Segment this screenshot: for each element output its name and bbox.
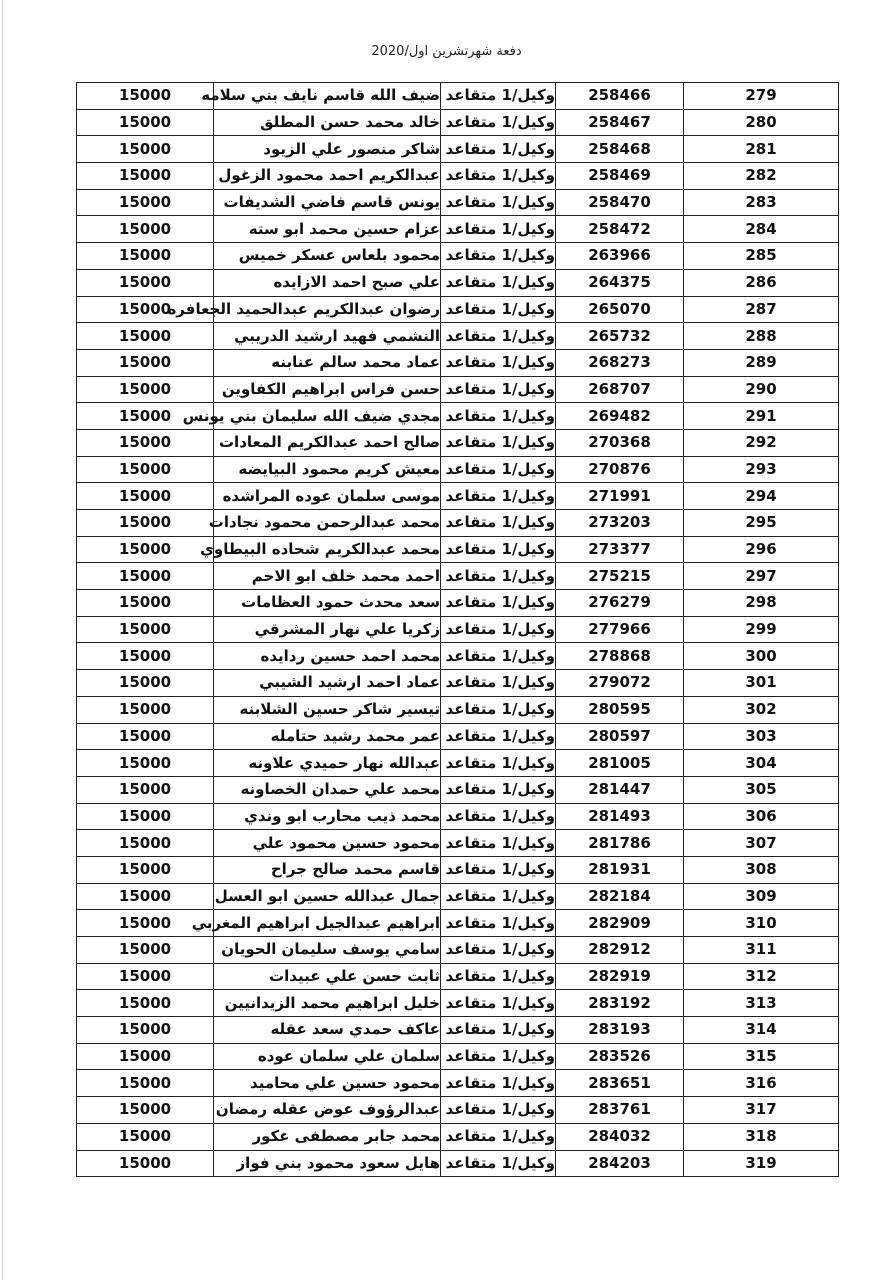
military-number-cell: 276279 [556, 590, 684, 617]
name-cell: محمود حسين علي محاميد [214, 1070, 441, 1097]
military-number-cell: 258467 [556, 109, 684, 136]
military-number-cell: 284032 [556, 1123, 684, 1150]
military-number-cell: 269482 [556, 403, 684, 430]
rank-cell: وكيل/1 متقاعد [441, 803, 556, 830]
roster-table [76, 82, 839, 1177]
table-row [77, 1150, 839, 1177]
amount-cell: 15000 [77, 163, 214, 190]
amount-cell: 15000 [77, 136, 214, 163]
rank-cell: وكيل/1 متقاعد [441, 269, 556, 296]
sequence-cell: 283 [684, 189, 839, 216]
rank-cell: وكيل/1 متقاعد [441, 883, 556, 910]
sequence-cell: 314 [684, 1017, 839, 1044]
table-row [77, 830, 839, 857]
amount-cell: 15000 [77, 536, 214, 563]
military-number-cell: 258469 [556, 163, 684, 190]
rank-cell: وكيل/1 متقاعد [441, 429, 556, 456]
name-cell: محمود حسين محمود علي [214, 830, 441, 857]
name-cell: تيسير شاكر حسين الشلابنه [214, 696, 441, 723]
sequence-cell: 284 [684, 216, 839, 243]
name-cell: ابراهيم عبدالجيل ابراهيم المغربي [214, 910, 441, 937]
table-row [77, 643, 839, 670]
amount-cell: 15000 [77, 670, 214, 697]
name-cell: رضوان عبدالكريم عبدالحميد الجعافره [214, 296, 441, 323]
military-number-cell: 283192 [556, 990, 684, 1017]
sequence-cell: 306 [684, 803, 839, 830]
sequence-cell: 303 [684, 723, 839, 750]
name-cell: سامي يوسف سليمان الحويان [214, 937, 441, 964]
name-cell: صالح احمد عبدالكريم المعادات [214, 429, 441, 456]
sequence-cell: 307 [684, 830, 839, 857]
amount-cell: 15000 [77, 510, 214, 537]
batch-caption: دفعة شهرتشرين اول/2020 [371, 44, 522, 59]
table-row [77, 803, 839, 830]
sequence-cell: 304 [684, 750, 839, 777]
rank-cell: وكيل/1 متقاعد [441, 216, 556, 243]
rank-cell: وكيل/1 متقاعد [441, 510, 556, 537]
military-number-cell: 268707 [556, 376, 684, 403]
page-edge-line [2, 0, 3, 1280]
rank-cell: وكيل/1 متقاعد [441, 1150, 556, 1177]
military-number-cell: 281447 [556, 776, 684, 803]
name-cell: جمال عبدالله حسين ابو العسل [214, 883, 441, 910]
military-number-cell: 280597 [556, 723, 684, 750]
table-row [77, 910, 839, 937]
rank-cell: وكيل/1 متقاعد [441, 1043, 556, 1070]
sequence-cell: 288 [684, 323, 839, 350]
amount-cell: 15000 [77, 750, 214, 777]
table-row [77, 323, 839, 350]
table-row [77, 670, 839, 697]
name-cell: علي صبح احمد الازايده [214, 269, 441, 296]
amount-cell: 15000 [77, 1070, 214, 1097]
rank-cell: وكيل/1 متقاعد [441, 616, 556, 643]
table-row [77, 429, 839, 456]
military-number-cell: 264375 [556, 269, 684, 296]
military-number-cell: 281005 [556, 750, 684, 777]
sequence-cell: 313 [684, 990, 839, 1017]
sequence-cell: 315 [684, 1043, 839, 1070]
rank-cell: وكيل/1 متقاعد [441, 1123, 556, 1150]
rank-cell: وكيل/1 متقاعد [441, 696, 556, 723]
rank-cell: وكيل/1 متقاعد [441, 323, 556, 350]
name-cell: سلمان علي سلمان عوده [214, 1043, 441, 1070]
name-cell: عبدالله نهار حميدي علاونه [214, 750, 441, 777]
amount-cell: 15000 [77, 376, 214, 403]
sequence-cell: 318 [684, 1123, 839, 1150]
military-number-cell: 281931 [556, 856, 684, 883]
rank-cell: وكيل/1 متقاعد [441, 109, 556, 136]
table-row [77, 269, 839, 296]
sequence-cell: 305 [684, 776, 839, 803]
amount-cell: 15000 [77, 856, 214, 883]
name-cell: يونس قاسم فاضي الشديفات [214, 189, 441, 216]
amount-cell: 15000 [77, 616, 214, 643]
amount-cell: 15000 [77, 937, 214, 964]
name-cell: عمر محمد رشيد حتامله [214, 723, 441, 750]
name-cell: محمد عبدالكريم شحاده البيطاوي [214, 536, 441, 563]
rank-cell: وكيل/1 متقاعد [441, 296, 556, 323]
name-cell: محمد عبدالرحمن محمود نجادات [214, 510, 441, 537]
name-cell: موسى سلمان عوده المراشده [214, 483, 441, 510]
sequence-cell: 293 [684, 456, 839, 483]
amount-cell: 15000 [77, 590, 214, 617]
sequence-cell: 301 [684, 670, 839, 697]
amount-cell: 15000 [77, 643, 214, 670]
table-row [77, 1123, 839, 1150]
table-row [77, 856, 839, 883]
name-cell: النشمي فهيد ارشيد الدريبي [214, 323, 441, 350]
sequence-cell: 290 [684, 376, 839, 403]
military-number-cell: 283526 [556, 1043, 684, 1070]
name-cell: زكريا علي نهار المشرقي [214, 616, 441, 643]
amount-cell: 15000 [77, 429, 214, 456]
sequence-cell: 316 [684, 1070, 839, 1097]
sequence-cell: 285 [684, 243, 839, 270]
name-cell: عماد احمد ارشيد الشيبي [214, 670, 441, 697]
sequence-cell: 312 [684, 963, 839, 990]
amount-cell: 15000 [77, 1017, 214, 1044]
sequence-cell: 297 [684, 563, 839, 590]
amount-cell: 15000 [77, 243, 214, 270]
table-row [77, 963, 839, 990]
table-row [77, 1043, 839, 1070]
military-number-cell: 263966 [556, 243, 684, 270]
table-row [77, 403, 839, 430]
name-cell: عبدالرؤوف عوض عقله رمضان [214, 1097, 441, 1124]
rank-cell: وكيل/1 متقاعد [441, 563, 556, 590]
military-number-cell: 281493 [556, 803, 684, 830]
amount-cell: 15000 [77, 1123, 214, 1150]
name-cell: مجدي ضيف الله سليمان بني يونس [214, 403, 441, 430]
sequence-cell: 286 [684, 269, 839, 296]
amount-cell: 15000 [77, 563, 214, 590]
sequence-cell: 294 [684, 483, 839, 510]
table-row [77, 510, 839, 537]
rank-cell: وكيل/1 متقاعد [441, 856, 556, 883]
name-cell: عزام حسين محمد ابو سته [214, 216, 441, 243]
military-number-cell: 282919 [556, 963, 684, 990]
table-row [77, 243, 839, 270]
rank-cell: وكيل/1 متقاعد [441, 536, 556, 563]
military-number-cell: 277966 [556, 616, 684, 643]
amount-cell: 15000 [77, 1150, 214, 1177]
table-row [77, 136, 839, 163]
amount-cell: 15000 [77, 323, 214, 350]
sequence-cell: 317 [684, 1097, 839, 1124]
amount-cell: 15000 [77, 296, 214, 323]
table-row [77, 776, 839, 803]
amount-cell: 15000 [77, 1097, 214, 1124]
sequence-cell: 302 [684, 696, 839, 723]
name-cell: خليل ابراهيم محمد الزيدانيين [214, 990, 441, 1017]
amount-cell: 15000 [77, 910, 214, 937]
name-cell: محمد احمد حسين ردايده [214, 643, 441, 670]
military-number-cell: 283193 [556, 1017, 684, 1044]
military-number-cell: 282909 [556, 910, 684, 937]
military-number-cell: 282912 [556, 937, 684, 964]
table-row [77, 483, 839, 510]
amount-cell: 15000 [77, 1043, 214, 1070]
sequence-cell: 295 [684, 510, 839, 537]
military-number-cell: 271991 [556, 483, 684, 510]
amount-cell: 15000 [77, 803, 214, 830]
sequence-cell: 309 [684, 883, 839, 910]
name-cell: هايل سعود محمود بني فواز [214, 1150, 441, 1177]
table-row [77, 616, 839, 643]
amount-cell: 15000 [77, 723, 214, 750]
rank-cell: وكيل/1 متقاعد [441, 723, 556, 750]
table-row [77, 163, 839, 190]
rank-cell: وكيل/1 متقاعد [441, 483, 556, 510]
military-number-cell: 273377 [556, 536, 684, 563]
sequence-cell: 298 [684, 590, 839, 617]
rank-cell: وكيل/1 متقاعد [441, 590, 556, 617]
name-cell: محمد علي حمدان الخصاونه [214, 776, 441, 803]
sequence-cell: 311 [684, 937, 839, 964]
table-row [77, 883, 839, 910]
table-row [77, 937, 839, 964]
rank-cell: وكيل/1 متقاعد [441, 456, 556, 483]
table-row [77, 376, 839, 403]
table-row [77, 109, 839, 136]
table-row [77, 563, 839, 590]
amount-cell: 15000 [77, 189, 214, 216]
rank-cell: وكيل/1 متقاعد [441, 910, 556, 937]
military-number-cell: 278868 [556, 643, 684, 670]
sequence-cell: 280 [684, 109, 839, 136]
military-number-cell: 270368 [556, 429, 684, 456]
rank-cell: وكيل/1 متقاعد [441, 349, 556, 376]
name-cell: عبدالكريم احمد محمود الزغول [214, 163, 441, 190]
amount-cell: 15000 [77, 696, 214, 723]
name-cell: محمد ذيب محارب ابو وندي [214, 803, 441, 830]
rank-cell: وكيل/1 متقاعد [441, 376, 556, 403]
sequence-cell: 281 [684, 136, 839, 163]
military-number-cell: 258466 [556, 83, 684, 110]
name-cell: عاكف حمدي سعد عقله [214, 1017, 441, 1044]
rank-cell: وكيل/1 متقاعد [441, 83, 556, 110]
rank-cell: وكيل/1 متقاعد [441, 403, 556, 430]
rank-cell: وكيل/1 متقاعد [441, 963, 556, 990]
table-row [77, 216, 839, 243]
name-cell: محمد جابر مصطفى عكور [214, 1123, 441, 1150]
amount-cell: 15000 [77, 990, 214, 1017]
name-cell: قاسم محمد صالح جراح [214, 856, 441, 883]
sequence-cell: 289 [684, 349, 839, 376]
rank-cell: وكيل/1 متقاعد [441, 243, 556, 270]
rank-cell: وكيل/1 متقاعد [441, 830, 556, 857]
table-row [77, 723, 839, 750]
amount-cell: 15000 [77, 883, 214, 910]
sequence-cell: 308 [684, 856, 839, 883]
name-cell: حسن فراس ابراهيم الكفاوين [214, 376, 441, 403]
table-row [77, 536, 839, 563]
military-number-cell: 268273 [556, 349, 684, 376]
sequence-cell: 292 [684, 429, 839, 456]
name-cell: شاكر منصور علي الزيود [214, 136, 441, 163]
military-number-cell: 281786 [556, 830, 684, 857]
military-number-cell: 279072 [556, 670, 684, 697]
rank-cell: وكيل/1 متقاعد [441, 670, 556, 697]
name-cell: محمود بلعاس عسكر خميس [214, 243, 441, 270]
sequence-cell: 287 [684, 296, 839, 323]
amount-cell: 15000 [77, 216, 214, 243]
rank-cell: وكيل/1 متقاعد [441, 937, 556, 964]
military-number-cell: 270876 [556, 456, 684, 483]
amount-cell: 15000 [77, 349, 214, 376]
table-row [77, 456, 839, 483]
sequence-cell: 279 [684, 83, 839, 110]
military-number-cell: 273203 [556, 510, 684, 537]
table-row [77, 990, 839, 1017]
military-number-cell: 258468 [556, 136, 684, 163]
rank-cell: وكيل/1 متقاعد [441, 643, 556, 670]
sequence-cell: 282 [684, 163, 839, 190]
sequence-cell: 291 [684, 403, 839, 430]
rank-cell: وكيل/1 متقاعد [441, 776, 556, 803]
table-row [77, 750, 839, 777]
rank-cell: وكيل/1 متقاعد [441, 189, 556, 216]
name-cell: خالد محمد حسن المطلق [214, 109, 441, 136]
amount-cell: 15000 [77, 830, 214, 857]
rank-cell: وكيل/1 متقاعد [441, 1070, 556, 1097]
table-row [77, 1097, 839, 1124]
table-row [77, 1070, 839, 1097]
military-number-cell: 280595 [556, 696, 684, 723]
military-number-cell: 265070 [556, 296, 684, 323]
rank-cell: وكيل/1 متقاعد [441, 136, 556, 163]
table-row [77, 189, 839, 216]
rank-cell: وكيل/1 متقاعد [441, 990, 556, 1017]
military-number-cell: 275215 [556, 563, 684, 590]
military-number-cell: 282184 [556, 883, 684, 910]
table-row [77, 696, 839, 723]
name-cell: ضيف الله قاسم نايف بني سلامه [214, 83, 441, 110]
name-cell: ثابت حسن علي عبيدات [214, 963, 441, 990]
sequence-cell: 296 [684, 536, 839, 563]
sequence-cell: 319 [684, 1150, 839, 1177]
military-number-cell: 284203 [556, 1150, 684, 1177]
name-cell: عماد محمد سالم عنابنه [214, 349, 441, 376]
military-number-cell: 283651 [556, 1070, 684, 1097]
military-number-cell: 258472 [556, 216, 684, 243]
roster-body [77, 83, 839, 1177]
sequence-cell: 310 [684, 910, 839, 937]
rank-cell: وكيل/1 متقاعد [441, 163, 556, 190]
table-row [77, 349, 839, 376]
name-cell: احمد محمد خلف ابو الاحم [214, 563, 441, 590]
amount-cell: 15000 [77, 269, 214, 296]
amount-cell: 15000 [77, 83, 214, 110]
military-number-cell: 258470 [556, 189, 684, 216]
amount-cell: 15000 [77, 456, 214, 483]
rank-cell: وكيل/1 متقاعد [441, 750, 556, 777]
military-number-cell: 283761 [556, 1097, 684, 1124]
table-row [77, 296, 839, 323]
table-row [77, 1017, 839, 1044]
rank-cell: وكيل/1 متقاعد [441, 1017, 556, 1044]
amount-cell: 15000 [77, 776, 214, 803]
amount-cell: 15000 [77, 963, 214, 990]
sequence-cell: 299 [684, 616, 839, 643]
sequence-cell: 300 [684, 643, 839, 670]
table-row [77, 590, 839, 617]
name-cell: معيش كريم محمود البيايضه [214, 456, 441, 483]
amount-cell: 15000 [77, 109, 214, 136]
amount-cell: 15000 [77, 483, 214, 510]
table-row [77, 83, 839, 110]
rank-cell: وكيل/1 متقاعد [441, 1097, 556, 1124]
amount-cell: 15000 [77, 403, 214, 430]
name-cell: سعد محدث حمود العظامات [214, 590, 441, 617]
military-number-cell: 265732 [556, 323, 684, 350]
